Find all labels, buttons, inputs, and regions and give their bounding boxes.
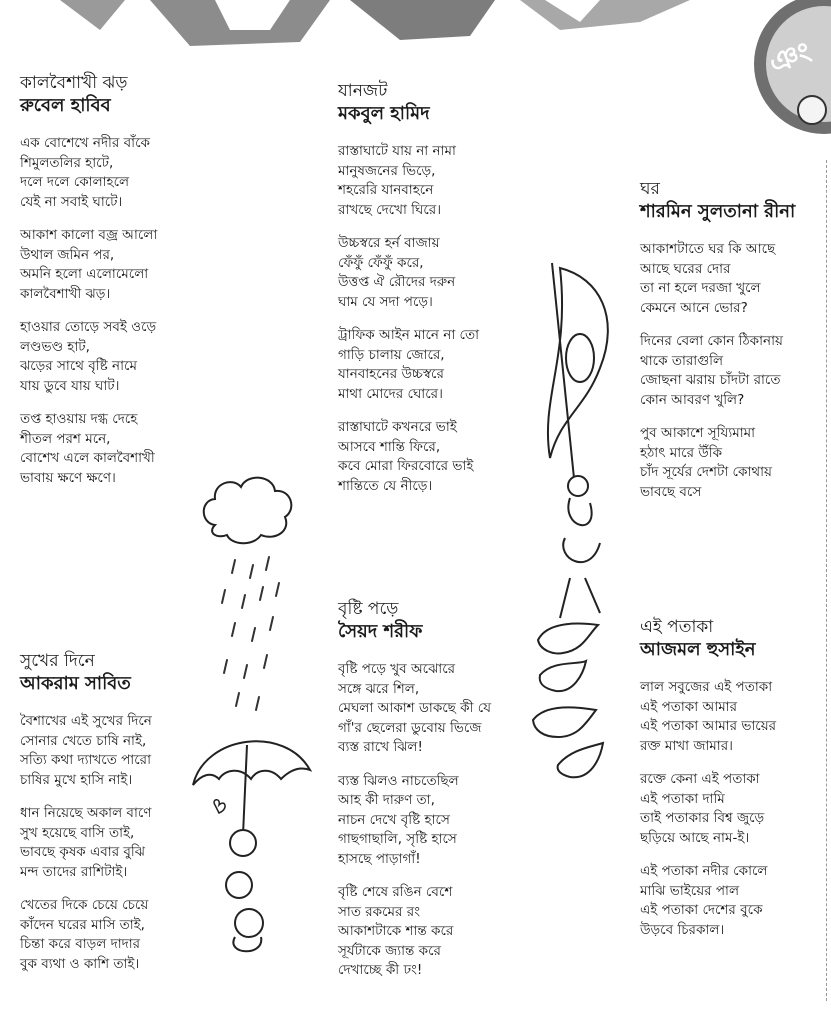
- poem-author: সৈয়দ শরীফ: [338, 621, 423, 642]
- poem-line: ঘাম যে সদা পড়ে।: [338, 293, 433, 310]
- poem-line: গাড়ি চালায় জোরে,: [338, 346, 445, 363]
- stanza: [338, 772, 491, 870]
- poem-line: চাষির মুখে হাসি নাই।: [20, 771, 133, 788]
- poem-line: শহরেরি যানবাহনে: [338, 182, 434, 198]
- poem-line: ট্রাফিক আইন মানে না তো: [338, 327, 480, 343]
- poem-line: যায় ডুবে যায় ঘাট।: [20, 377, 120, 394]
- poem-line: সুখ হয়েছে বাসি তাই,: [20, 824, 135, 841]
- poem-line: লণ্ডভণ্ড হাট,: [20, 338, 90, 355]
- poem-line: লাল সবুজের এই পতাকা: [640, 679, 773, 695]
- stanza: [20, 226, 157, 304]
- poem-line: উত্তপ্ত ঐ রৌদের দরুন: [338, 274, 456, 290]
- child-face-1: [230, 830, 256, 856]
- child-face-3: [235, 909, 263, 937]
- poem-line: এই পতাকা দেশের বুকে: [640, 902, 763, 918]
- banner-shape-1: [60, 0, 125, 30]
- umbrella-icon: [193, 741, 310, 785]
- header-banner-art: [0, 0, 831, 48]
- stanza: [338, 326, 479, 404]
- poem-line: মাথা মোদের ঘোরে।: [338, 385, 443, 402]
- poem-line: রাখছে দেখো ঘিরে।: [338, 201, 442, 218]
- poem-line: এই পতাকা নদীর কোলে: [640, 863, 768, 879]
- poem-line: কেমনে আনে ভোর?: [640, 299, 748, 316]
- poem-line: রক্ত মাখা জামার।: [640, 737, 733, 754]
- poem-line: ভাবায় ক্ষণে ক্ষণে।: [20, 469, 116, 486]
- poem-author: শারমিন সুলতানা রীনা: [640, 201, 796, 222]
- poem-line: রক্তে কেনা এই পতাকা: [640, 771, 760, 787]
- birds-illustration: [528, 615, 608, 785]
- poem-line: সঙ্গে ঝরে শিল,: [338, 680, 420, 697]
- poem-line: মাঝি ভাইয়ের পাল: [640, 882, 740, 899]
- poem-line: হঠাৎ মারে উঁকি: [640, 444, 723, 461]
- banner-shape-4: [350, 0, 495, 40]
- stanza: [20, 712, 152, 790]
- poem-line: কবে মোরা ফিরবোরে ভাই: [338, 458, 474, 474]
- poem-line: গাঁ'র ছেলেরা ডুবোয় ভিজে: [338, 719, 482, 736]
- poem-line: কোন আবরণ খুলি?: [640, 391, 745, 408]
- stanza: [338, 234, 479, 312]
- poem-line: গাছগাছালি, সৃষ্টি হাসে: [338, 831, 457, 847]
- poem-line: আকাশটাতে ঘর কি আছে: [640, 241, 776, 257]
- poem-line: দেখাচ্ছে কী ঢং!: [338, 962, 423, 978]
- stanza: [640, 240, 795, 318]
- poem-line: ব্যস্ত ঝিলও নাচতেছিল: [338, 772, 459, 789]
- poem-line: চাঁদ সূর্যের দেশটা কোথায়: [640, 464, 772, 480]
- poem-line: পুব আকাশে সূয্যিমামা: [640, 425, 756, 441]
- poem-line: রাস্তাঘাটে কখনরে ভাই: [338, 419, 457, 435]
- poem-line: উচ্চস্বরে হর্ন বাজায়: [338, 235, 440, 251]
- poem-line: হাসছে পাড়াগাঁ!: [338, 850, 421, 867]
- bird-icon-1: [538, 624, 598, 654]
- poem-line: আছে ঘরের দোর: [640, 260, 731, 277]
- bird-icon-2: [540, 661, 586, 691]
- stanza: [20, 134, 157, 212]
- poem-line: বৈশাখের এই সুখের দিনে: [20, 713, 152, 729]
- child-face-2: [226, 872, 252, 898]
- logo-text: ঞং: [764, 34, 816, 81]
- poem-title: বৃষ্টি পড়ে: [338, 599, 399, 619]
- stanza: [640, 678, 776, 756]
- poem-line: ভাবছে বসে: [640, 483, 702, 500]
- poem-line: সোনার খেতে চাষি নাই,: [20, 732, 147, 749]
- poem-line: দিনের বেলা কোন ঠিকানায়: [640, 333, 783, 349]
- poem-line: মন্দ তাদের রাশিটাই।: [20, 863, 128, 880]
- poem-line: ফেঁফুঁ ফেঁফুঁ করে,: [338, 254, 424, 271]
- person-body: [560, 498, 600, 618]
- poem-line: এক বোশেখে নদীর বাঁকে: [20, 135, 150, 151]
- poem-line: মেঘলা আকাশ ডাকছে কী যে: [338, 700, 492, 716]
- poem-line: উথাল জমিন পর,: [20, 246, 115, 263]
- poem-line: ঝড়ের সাথে বৃষ্টি নামে: [20, 358, 137, 374]
- stanza: [338, 883, 491, 981]
- stanza: [338, 660, 491, 758]
- poem-line: বৃষ্টি শেষে রঙিন বেশে: [338, 884, 453, 900]
- poem-line: বৃষ্টি পড়ে খুব অঝোরে: [338, 661, 456, 677]
- poem-line: ধান নিয়েছে অকাল বাণে: [20, 805, 152, 821]
- poem-line: ব্যস্ত রাখে ঝিল!: [338, 739, 423, 755]
- logo-face: [798, 96, 826, 124]
- flag-icon: [548, 268, 608, 458]
- banner-shape-5: [520, 0, 690, 30]
- poem-line: যানবাহনের উচ্চস্বরে: [338, 366, 444, 382]
- poem-line: যেই না সবাই ঘাটে।: [20, 193, 123, 210]
- poem-line: বুক ব্যথা ও কাশি তাই।: [20, 955, 140, 972]
- poem-line: শীতল পরশ মনে,: [20, 430, 111, 447]
- flag-bearer-illustration: [530, 258, 630, 638]
- poem-ei-potaka: [640, 616, 776, 954]
- poem-line: চিন্তা করে বাড়ল দাদার: [20, 936, 141, 952]
- poem-author: রুবেল হাবিব: [20, 95, 111, 116]
- poem-title: যানজট: [338, 81, 388, 101]
- stanza: [640, 862, 776, 940]
- poem-line: আকাশটাকে শান্ত করে: [338, 923, 454, 939]
- stanza: [640, 424, 795, 502]
- banner-gap: [500, 0, 514, 48]
- child-body: [233, 937, 261, 951]
- poem-line: সূর্যটাকে জ্যান্ত করে: [338, 942, 441, 959]
- poem-line: সাত রকমের রং: [338, 903, 420, 920]
- stanza: [20, 318, 157, 396]
- stanza: [20, 896, 152, 974]
- person-head: [568, 476, 588, 496]
- poem-title: সুখের দিনে: [20, 651, 95, 671]
- heart-icon: [214, 800, 225, 813]
- poem-line: ভাবছে কৃষক এবার বুঝি: [20, 844, 146, 860]
- poem-line: রাস্তাঘাটে যায় না নামা: [338, 143, 456, 159]
- poem-line: দলে দলে কোলাহলে: [20, 174, 130, 190]
- poem-author: আজমল হুসাইন: [640, 639, 756, 660]
- poem-line: হাওয়ার তোড়ে সবই ওড়ে: [20, 319, 157, 335]
- poem-line: অমনি হলো এলোমেলো: [20, 266, 149, 282]
- poem-line: খেতের দিকে চেয়ে চেয়ে: [20, 897, 149, 913]
- raindrops: [222, 557, 279, 710]
- poem-line: তাই পতাকার বিশ্ব জুড়ে: [640, 810, 765, 826]
- poem-line: এই পতাকা আমার: [640, 698, 738, 715]
- poem-line: বোশেখ এলে কালবৈশাখী: [20, 450, 155, 466]
- poem-line: শিমুলতলির হাটে,: [20, 154, 114, 171]
- stanza: [338, 418, 479, 496]
- bird-icon-3: [533, 707, 596, 737]
- poem-line: ছড়িয়ে আছে নাম-ই।: [640, 829, 750, 846]
- poem-line: সত্যি কথা দ্যাখতে পারো: [20, 752, 151, 768]
- page-edge-dashed-line: [826, 160, 827, 1001]
- poem-line: আসবে শান্তি ফিরে,: [338, 438, 441, 455]
- magazine-logo: [752, 0, 831, 142]
- poem-title: এই পতাকা: [640, 617, 714, 637]
- poem-line: মানুষজনের ভিড়ে,: [338, 162, 436, 179]
- poem-janjot: [338, 80, 479, 510]
- stanza: [338, 142, 479, 220]
- poem-ghor: [640, 178, 795, 516]
- poem-line: শান্তিতে যে নীড়ে।: [338, 477, 433, 494]
- poem-line: কাঁদেন ঘরের মাসি তাই,: [20, 916, 145, 933]
- poem-title: কালবৈশাখী ঝড়: [20, 73, 128, 93]
- stanza: [640, 332, 795, 410]
- cloud-icon: [204, 478, 292, 544]
- poem-line: উড়বে চিরকাল।: [640, 921, 725, 938]
- poem-line: তা না হলে দরজা খুলে: [640, 280, 761, 296]
- poem-line: থাকে তারাগুলি: [640, 352, 724, 369]
- poem-author: মকবুল হামিদ: [338, 103, 430, 124]
- stanza: [20, 804, 152, 882]
- poem-sukher-dine: [20, 650, 152, 988]
- poem-kalboishakhi: [20, 72, 157, 502]
- umbrella-children-illustration: [185, 725, 315, 975]
- poem-line: এই পতাকা দামি: [640, 790, 725, 807]
- poem-line: নাচন দেখে বৃষ্টি হাসে: [338, 811, 450, 828]
- poem-line: আকাশ কালো বজ্র আলো: [20, 227, 158, 243]
- poem-line: আহ কী দারুণ তা,: [338, 792, 435, 808]
- poem-line: এই পতাকা আমার ভায়ের: [640, 718, 777, 734]
- stanza: [20, 410, 157, 488]
- poem-author: আকরাম সাবিত: [20, 673, 131, 694]
- poem-line: জোছনা ঝরায় চাঁদটা রাতে: [640, 372, 781, 388]
- bird-icon-4: [558, 743, 603, 777]
- poem-line: তপ্ত হাওয়ায় দগ্ধ দেহে: [20, 411, 138, 427]
- stanza: [640, 770, 776, 848]
- poem-title: ঘর: [640, 179, 660, 199]
- poem-brishti-pore: [338, 598, 491, 995]
- rain-cloud-illustration: [195, 465, 305, 715]
- poem-line: কালবৈশাখী ঝড়।: [20, 285, 111, 302]
